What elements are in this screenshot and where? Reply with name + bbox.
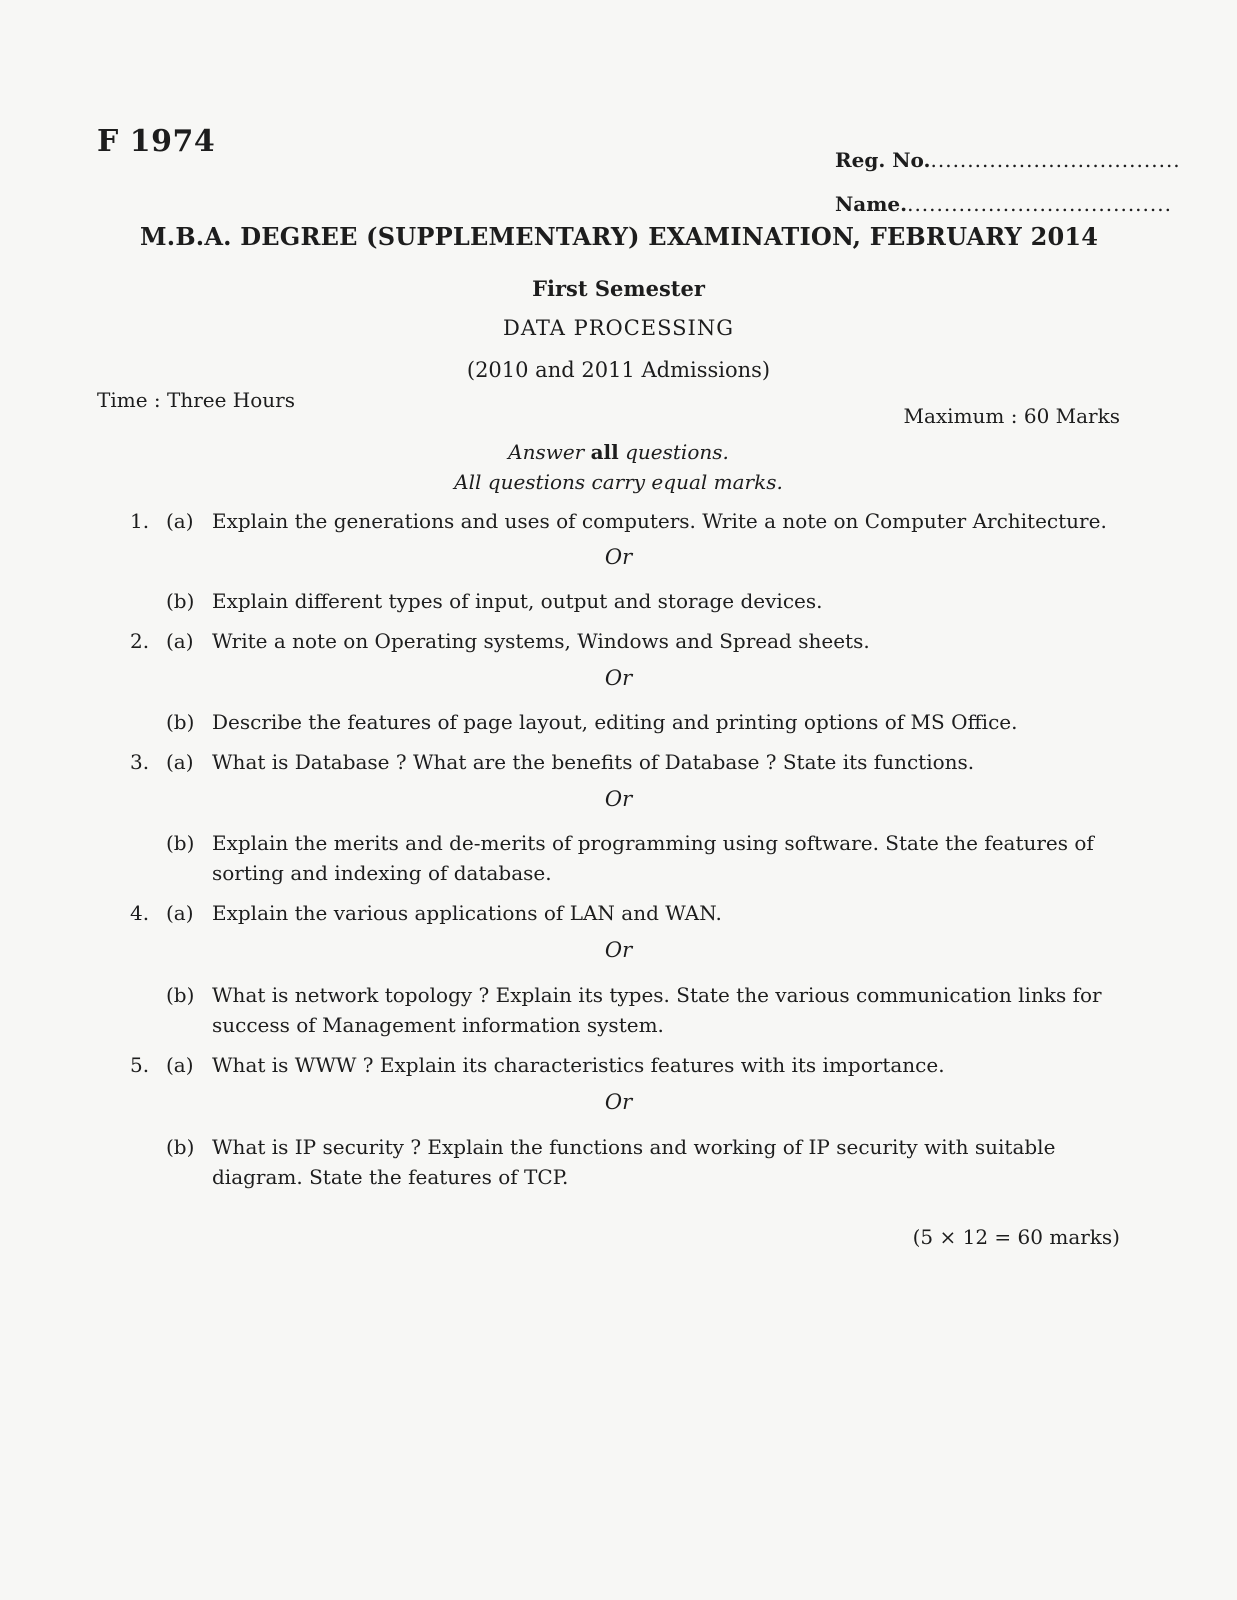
question-number: 5. (130, 1053, 150, 1077)
part-label: (a) (166, 901, 194, 925)
question-number: 4. (130, 901, 150, 925)
reg-no-dots: .................................. (930, 148, 1181, 172)
question-number: 1. (130, 509, 150, 533)
question-text: What is network topology ? Explain its types. State the various communication links for success of Management information system. (212, 983, 1102, 1037)
or-divider: Or (604, 545, 633, 569)
name-label: Name. (835, 192, 908, 216)
part-label: (a) (166, 629, 194, 653)
time-allowed: Time : Three Hours (97, 388, 295, 412)
instruction-pre: Answer (508, 440, 591, 464)
question-text: What is WWW ? Explain its characteristics features with its importance. (212, 1053, 945, 1077)
reg-no-field (835, 148, 1181, 172)
part-label: (a) (166, 509, 194, 533)
part-label: (b) (166, 710, 195, 734)
question-number: 2. (130, 629, 150, 653)
part-label: (a) (166, 1053, 194, 1077)
question-number: 3. (130, 750, 150, 774)
part-label: (b) (166, 589, 195, 613)
or-divider: Or (604, 1090, 633, 1114)
name-dots: .................................... (907, 192, 1172, 216)
or-divider: Or (604, 666, 633, 690)
instruction-bold: all (590, 440, 619, 464)
question-text: What is IP security ? Explain the functions and working of IP security with suitable diagram. State the features of TCP. (212, 1135, 1056, 1189)
subject: DATA PROCESSING (503, 316, 734, 340)
maximum-marks: Maximum : 60 Marks (903, 404, 1120, 428)
or-divider: Or (604, 787, 633, 811)
question-text: What is Database ? What are the benefits of Database ? State its functions. (212, 750, 975, 774)
question-text: Write a note on Operating systems, Windows and Spread sheets. (212, 629, 870, 653)
paper-code: F 1974 (97, 124, 216, 159)
semester: First Semester (532, 276, 705, 301)
total-marks: (5 × 12 = 60 marks) (912, 1225, 1120, 1249)
part-label: (a) (166, 750, 194, 774)
exam-title: M.B.A. DEGREE (SUPPLEMENTARY) EXAMINATION, FEBRUARY 2014 (140, 222, 1099, 251)
admissions: (2010 and 2011 Admissions) (466, 358, 771, 382)
question-text: Describe the features of page layout, editing and printing options of MS Office. (212, 710, 1018, 734)
instruction-equal-marks: All questions carry equal marks. (454, 470, 783, 494)
or-divider: Or (604, 938, 633, 962)
part-label: (b) (166, 1135, 195, 1159)
reg-no-label: Reg. No. (835, 148, 931, 172)
part-label: (b) (166, 831, 195, 855)
question-text: Explain different types of input, output and storage devices. (212, 589, 823, 613)
question-text: Explain the generations and uses of computers. Write a note on Computer Architecture. (212, 509, 1107, 533)
part-label: (b) (166, 983, 195, 1007)
question-text: Explain the merits and de-merits of programming using software. State the features of sorting and indexing of database. (212, 831, 1094, 885)
question-text: Explain the various applications of LAN and WAN. (212, 901, 722, 925)
instruction-post: questions. (618, 440, 729, 464)
instruction-answer-all (0, 440, 1237, 464)
name-field (835, 192, 1172, 216)
